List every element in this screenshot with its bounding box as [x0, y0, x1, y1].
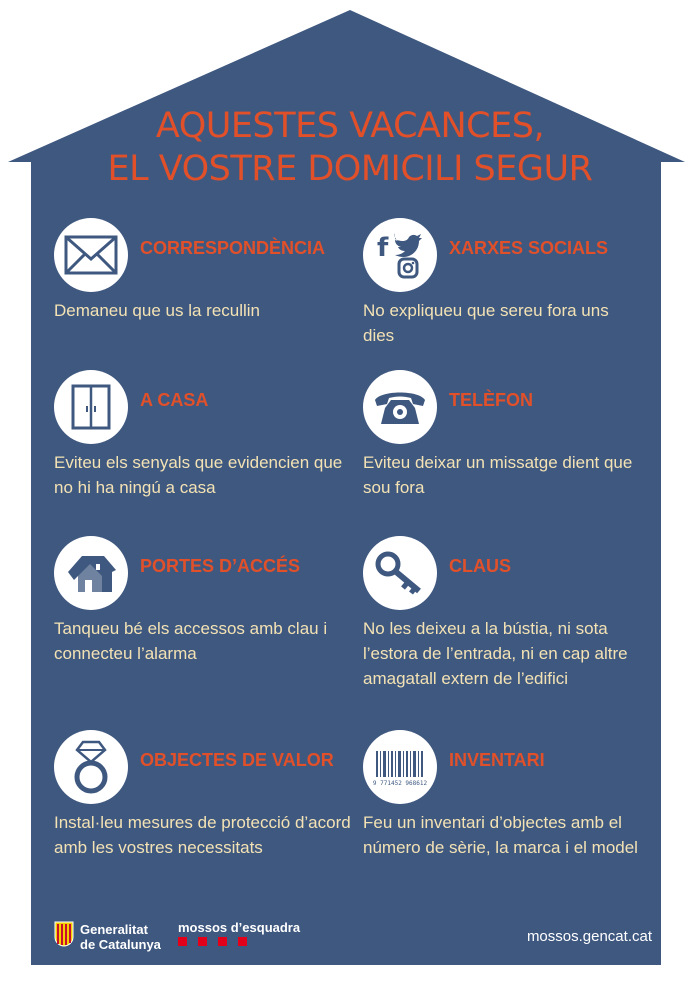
tip-description: Feu un inventari d’objectes amb el número de sèrie, la marca i el model — [363, 813, 638, 857]
tip-correspondencia — [54, 218, 374, 368]
gencat-name-line-1: Generalitat — [80, 922, 148, 937]
tip-description: Demaneu que us la recullin — [54, 301, 261, 320]
headline-line-1: AQUESTES VACANCES, — [155, 106, 545, 146]
tip-description: Eviteu els senyals que evidencien que no hi ha ningú a casa — [54, 453, 343, 497]
barcode-icon — [363, 730, 437, 804]
tip-description: No les deixeu a la bústia, ni sota l’estora de l’entrada, ni en cap altre amagatall extern de l’edifici — [363, 619, 628, 688]
tip-a-casa — [54, 370, 374, 520]
tip-objectes-valor — [54, 730, 374, 880]
website-url: mossos.gencat.cat — [526, 928, 652, 945]
tip-inventari — [363, 730, 683, 880]
tip-description: Instal·leu mesures de protecció d’acord amb les vostres necessitats — [54, 813, 351, 857]
tip-portes-acces — [54, 536, 374, 686]
svg-text:f: f — [377, 233, 389, 263]
tip-title: OBJECTES DE VALOR — [140, 750, 334, 770]
catalonia-flag-icon — [54, 921, 74, 947]
tip-title: INVENTARI — [449, 750, 545, 770]
tip-title: A CASA — [140, 390, 209, 410]
door-icon — [54, 370, 128, 444]
tip-claus — [363, 536, 683, 686]
house-icon — [54, 536, 128, 610]
mossos-logo-text: mossos d’esquadra — [178, 920, 301, 935]
key-icon — [363, 536, 437, 610]
social-media-icon — [363, 218, 437, 292]
gencat-name-line-2: de Catalunya — [80, 937, 161, 952]
tip-description: Eviteu deixar un missatge dient que sou fora — [363, 453, 633, 497]
tip-title: CORRESPONDÈNCIA — [140, 238, 326, 258]
tip-description: Tanqueu bé els accessos amb clau i connecteu l’alarma — [54, 619, 328, 663]
gencat-logo — [54, 921, 74, 952]
envelope-icon — [54, 218, 128, 292]
mossos-logo-squares — [178, 937, 247, 946]
headline-line-2: EL VOSTRE DOMICILI SEGUR — [107, 149, 593, 189]
tip-title: CLAUS — [449, 556, 511, 576]
diamond-ring-icon — [54, 730, 128, 804]
tip-title: XARXES SOCIALS — [449, 238, 609, 258]
tip-telefon — [363, 370, 683, 520]
barcode-digits: 9 771452 968612 — [373, 780, 427, 787]
tip-title: PORTES D’ACCÉS — [140, 556, 301, 576]
telephone-icon — [363, 370, 437, 444]
tip-description: No expliqueu que sereu fora uns dies — [363, 301, 609, 345]
tip-xarxes-socials — [363, 218, 683, 368]
tip-title: TELÈFON — [449, 390, 533, 410]
